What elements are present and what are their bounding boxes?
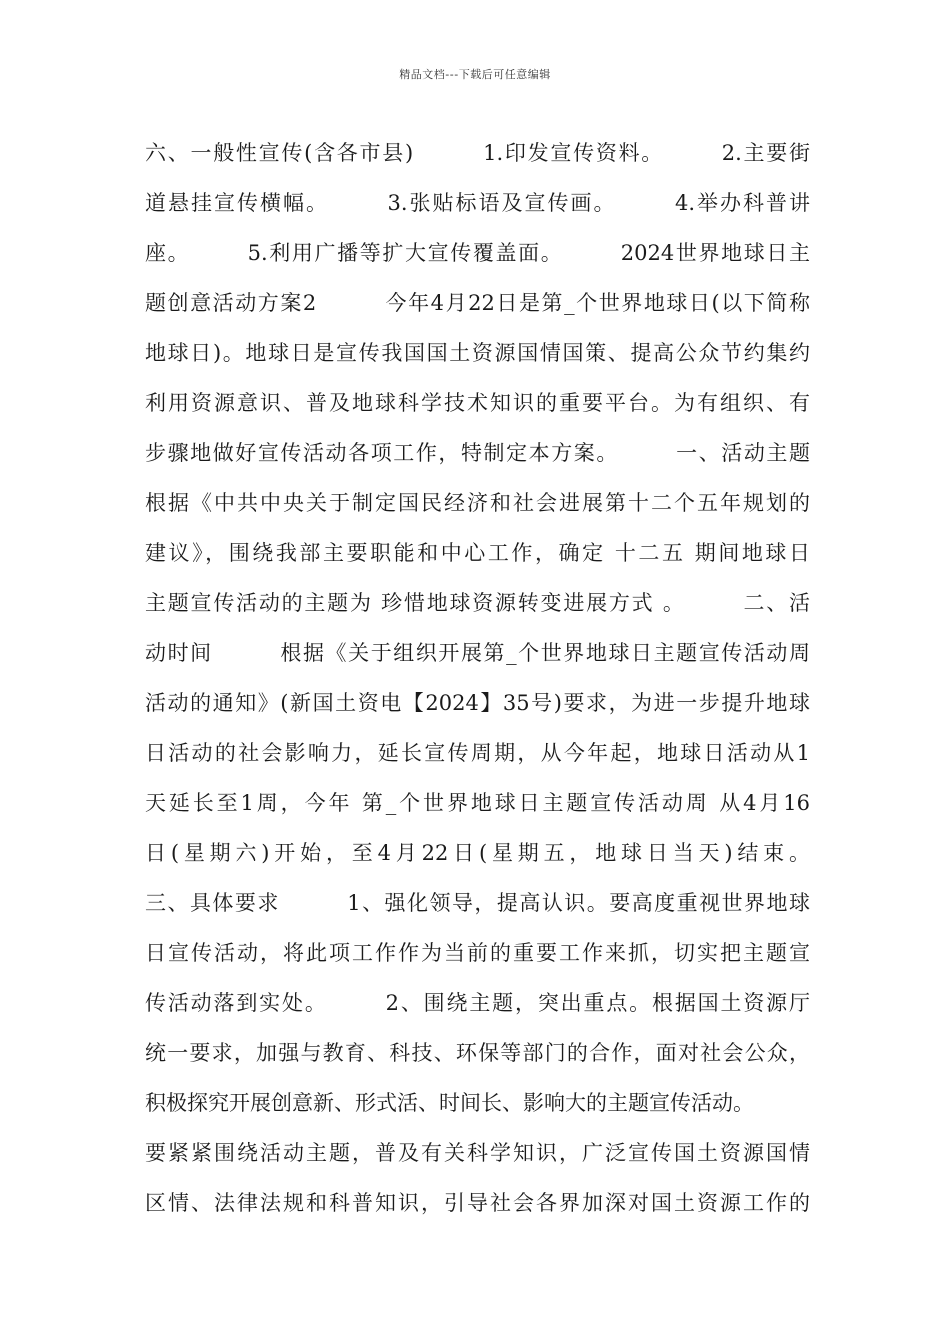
text-line: 积极探究开展创意新、形式活、时间长、影响大的主题宣传活动。 [145, 1091, 754, 1115]
text-line: 道悬挂宣传横幅。 3.张贴标语及宣传画。 4.举办科普讲 [145, 191, 810, 215]
text-line: 题创意活动方案2 今年4月22日是第_个世界地球日(以下简称 [145, 291, 810, 315]
text-line: 主题宣传活动的主题为 珍惜地球资源转变进展方式 。 二、活 [145, 591, 810, 615]
text-line: 区情、法律法规和科普知识，引导社会各界加深对国土资源工作的 [145, 1191, 810, 1215]
text-line: 地球日)。地球日是宣传我国国土资源国情国策、提高公众节约集约 [145, 341, 810, 365]
text-line: 日活动的社会影响力，延长宣传周期，从今年起，地球日活动从1 [145, 741, 810, 765]
text-line: 日宣传活动，将此项工作作为当前的重要工作来抓，切实把主题宣 [145, 941, 810, 965]
text-line: 动时间 根据《关于组织开展第_个世界地球日主题宣传活动周 [145, 641, 810, 665]
text-line: 要紧紧围绕活动主题，普及有关科学知识，广泛宣传国土资源国情 [145, 1141, 810, 1165]
text-line: 建议》，围绕我部主要职能和中心工作，确定 十二五 期间地球日 [145, 541, 810, 565]
text-line: 座。 5.利用广播等扩大宣传覆盖面。 2024世界地球日主 [145, 241, 810, 265]
text-line: 日(星期六)开始，至4月22日(星期五，地球日当天)结束。 [145, 841, 810, 865]
text-line: 传活动落到实处。 2、围绕主题，突出重点。根据国土资源厅 [145, 991, 810, 1015]
document-body [145, 133, 810, 1233]
text-line: 统一要求，加强与教育、科技、环保等部门的合作，面对社会公众， [145, 1041, 810, 1065]
page-header: 精品文档---下载后可任意编辑 [399, 68, 551, 81]
text-line: 天延长至1周，今年 第_个世界地球日主题宣传活动周 从4月16 [145, 791, 810, 815]
text-line: 根据《中共中央关于制定国民经济和社会进展第十二个五年规划的 [145, 491, 810, 515]
text-line: 三、具体要求 1、强化领导，提高认识。要高度重视世界地球 [145, 891, 810, 915]
text-line: 利用资源意识、普及地球科学技术知识的重要平台。为有组织、有 [145, 391, 810, 415]
text-line: 步骤地做好宣传活动各项工作，特制定本方案。 一、活动主题 [145, 441, 810, 465]
text-line: 活动的通知》(新国土资电【2024】35号)要求，为进一步提升地球 [145, 691, 810, 715]
text-line: 六、一般性宣传(含各市县) 1.印发宣传资料。 2.主要街 [145, 141, 810, 165]
